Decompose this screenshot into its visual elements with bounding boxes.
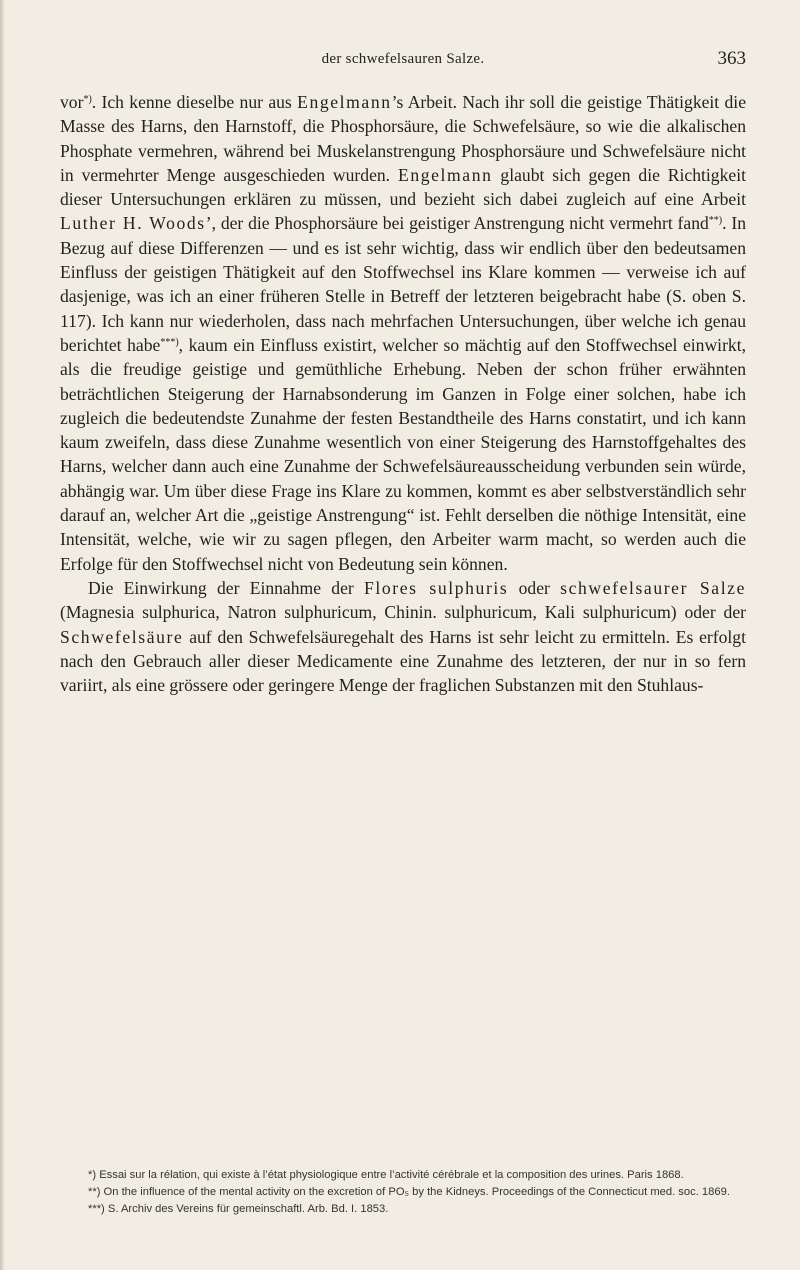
- text-run: glaubt sich gegen die Richtigkeit dieser Untersuchungen erklären zu müssen, und bezieht sich dabei zugleich auf eine Arbeit: [60, 164, 746, 210]
- text-run: auf den Schwefelsäuregehalt des Harns ist sehr leicht zu ermitteln. Es erfolgt nach den Gebrauch aller dieser Medicamente eine Zunahme des letzteren, der nur in so fern variirt, als eine grössere oder geringere Menge der fraglichen Substanzen mit den Stuhlaus-: [60, 626, 746, 696]
- term-schwefelsaeure: Schwefelsäure: [60, 626, 184, 647]
- term-flores-sulphuris: Flores sulphuris: [364, 577, 509, 598]
- text-run: (Magnesia sulphurica, Natron sulphuricum, Chinin. sulphuricum, Kali sulphuricum) oder der: [60, 602, 746, 623]
- text-run: Die Einwirkung der Einnahme der: [88, 577, 364, 598]
- author-name-woods: Luther H. Woods: [60, 213, 206, 234]
- footnote-3: ***) S. Archiv des Vereins für gemeinschaftl. Arb. Bd. I. 1853.: [88, 1203, 389, 1215]
- footnote-ref-2: **): [708, 215, 723, 227]
- text-run: . Ich kenne dieselbe nur aus: [91, 92, 298, 112]
- text-run: ’s Arbeit. Nach ihr soll die geistige Thätigkeit die Masse des Harns, den Harnstoff, die Phosphorsäure, die Schwefelsäure, so wie die alkalischen Phosphate vermehren, während bei Muskelanstrengung Phosphorsäure und Schwefelsäure nicht in vermehrter Menge ausgeschieden wurden.: [60, 92, 747, 185]
- author-name-engelmann: Engelmann: [297, 92, 392, 112]
- footnote-2: **) On the influence of the mental activity on the excretion of PO₅ by the Kidneys. Proceedings of the Connecticut med. soc. 1869.: [88, 1186, 730, 1198]
- page-number: 363: [717, 48, 746, 69]
- author-name-engelmann: Engelmann: [397, 164, 493, 185]
- book-page: [60, 0, 746, 1270]
- body-text: [60, 90, 746, 697]
- paragraph-1: [60, 90, 746, 576]
- text-run: , kaum ein Einfluss existirt, welcher so mächtig auf den Stoffwechsel einwirkt, als die freudige geistige und gemüthliche Erhebung. Neben der schon früher erwähnten beträchtlichen Steigerung der Harnabsonderung im Ganzen in Folge einer solchen, habe ich zugleich die bedeutendste Zunahme der festen Bestandtheile des Harns constatirt, und ich kann kaum zweifeln, dass diese Zunahme wesentlich von einer Steigerung des Harnstoffgehaltes des Harns, welcher dann auch eine Zunahme der Schwefelsäureausscheidung verbunden sein würde, abhängig war. Um über diese Frage ins Klare zu kommen, kommt es aber selbstverständlich sehr darauf an, welcher Art die „geistige Anstrengung“ ist. Fehlt derselben die nöthige Intensität, eine Intensität, welche, wie wir zu sagen pflegen, den Arbeiter warm macht, so werden auch die Erfolge für den Stoffwechsel nicht von Bedeutung sein können.: [60, 334, 747, 574]
- running-title: der schwefelsauren Salze.: [321, 51, 485, 67]
- term-schwefelsaurer-salze: schwefelsaurer Salze: [560, 577, 746, 598]
- page-edge-shadow: [0, 0, 5, 1270]
- text-run: . In Bezug auf diese Differenzen — und es ist sehr wichtig, dass wir endlich über den bedeutsamen Einfluss der geistigen Thätigkeit auf den Stoffwechsel ins Klare kommen — verweise ich auf dasjenige, was ich an einer früheren Stelle in Betreff der letzteren beigebracht habe (S. oben S. 117). Ich kann nur wiederholen, dass nach mehrfachen Untersuchungen, über welche ich genau berichtet habe: [60, 213, 747, 355]
- text-run: vor: [60, 92, 84, 112]
- footnote-1: *) Essai sur la rélation, qui existe à l’état physiologique entre l’activité cérébrale et la composition des urines. Paris 1868.: [88, 1169, 684, 1181]
- footnote-ref-1: *): [83, 94, 92, 105]
- footnotes: [60, 1167, 746, 1218]
- footnote-ref-3: ***): [160, 336, 179, 348]
- running-head: [60, 48, 746, 74]
- text-run: ’, der die Phosphorsäure bei geistiger Anstrengung nicht vermehrt fand: [205, 213, 709, 234]
- text-run: oder: [508, 577, 561, 598]
- paragraph-2: [60, 576, 746, 697]
